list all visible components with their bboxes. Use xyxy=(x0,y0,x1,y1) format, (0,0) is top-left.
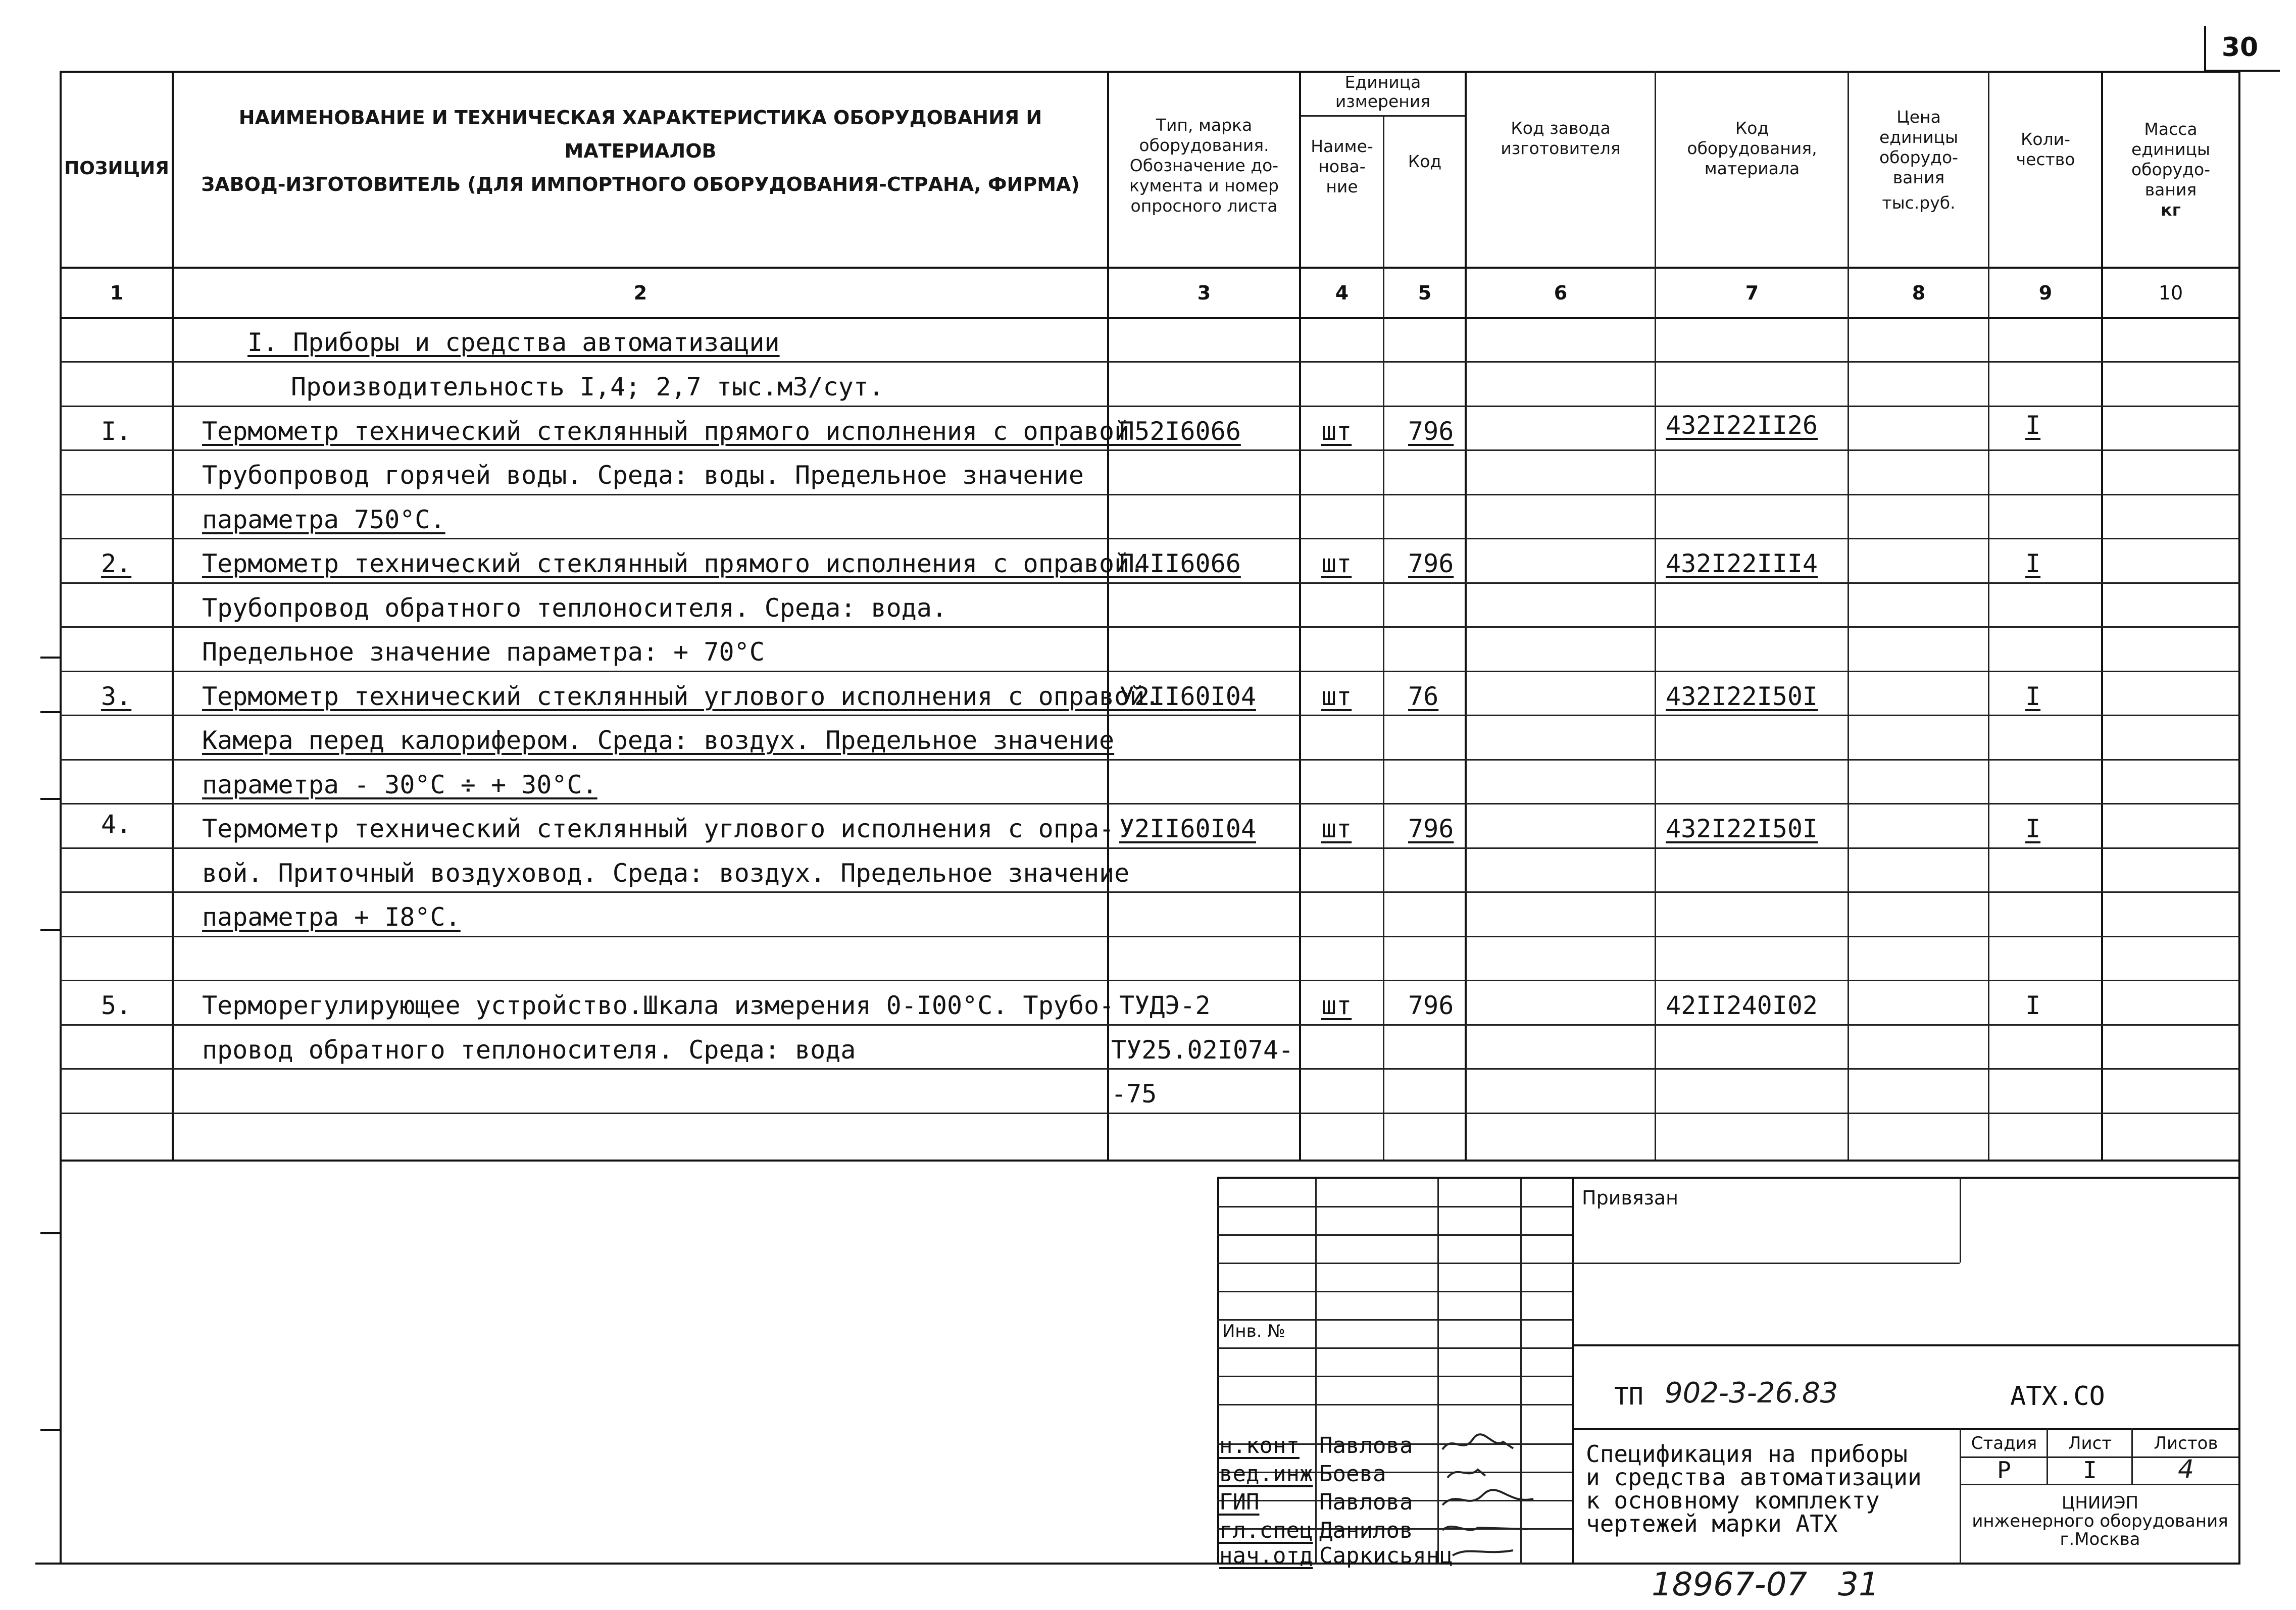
organization: ЦНИИЭП инженерного оборудования г.Москва xyxy=(1972,1493,2228,1549)
header-name xyxy=(174,101,1107,201)
header-name-line3: ЗАВОД-ИЗГОТОВИТЕЛЬ (ДЛЯ ИМПОРТНОГО ОБОРУДОВАНИЯ-СТРАНА, ФИРМА) xyxy=(201,173,1080,195)
sheets-label: Листов xyxy=(2154,1433,2218,1453)
doc-prefix: ТП xyxy=(1614,1382,1643,1411)
column-number: 9 xyxy=(2038,282,2053,304)
archive-number: 18967-07 31 xyxy=(1652,1566,1879,1603)
header-unit-code: Код xyxy=(1408,152,1442,171)
header-mass: Масса единицы оборудо- вания кг xyxy=(2131,119,2211,220)
row-name: Предельное значение параметра: + 70°С xyxy=(202,637,765,667)
column-number: 1 xyxy=(110,282,124,304)
row-name: Камера перед калорифером. Среда: воздух. Предельное значение xyxy=(202,726,1115,755)
signature-name: Павлова xyxy=(1319,1433,1413,1458)
header-unit-group: Единица измерения xyxy=(1335,72,1431,111)
column-number: 5 xyxy=(1418,282,1432,304)
stage-label: Стадия xyxy=(1971,1433,2037,1453)
row-unit: шт xyxy=(1321,682,1352,711)
section-title: I. Приборы и средства автоматизации xyxy=(247,328,780,357)
column-number: 4 xyxy=(1335,282,1349,304)
row-type: ТУ25.02I074- xyxy=(1111,1035,1294,1065)
signature-role: ГИП xyxy=(1219,1489,1260,1515)
row-name: Трубопровод обратного теплоносителя. Среда: вода. xyxy=(202,593,947,623)
row-equipment-code: 432I22I50I xyxy=(1666,682,1818,711)
row-name: Термометр технический стеклянный прямого исполнения с оправой. xyxy=(202,549,1145,578)
drawing-mark: АТХ.СО xyxy=(2010,1381,2105,1412)
row-name: параметра + I8°С. xyxy=(202,902,461,932)
row-position: 2. xyxy=(101,549,132,578)
row-name: провод обратного теплоносителя. Среда: вода xyxy=(202,1035,856,1065)
row-name: вой. Приточный воздуховод. Среда: воздух. Предельное значение xyxy=(202,859,1130,888)
signature-role: н.конт xyxy=(1219,1433,1300,1458)
row-name: Термометр технический стеклянный прямого исполнения с оправой xyxy=(202,417,1130,446)
row-quantity: I xyxy=(2025,991,2041,1020)
column-number: 6 xyxy=(1554,282,1568,304)
header-quantity: Коли- чество xyxy=(2016,129,2075,169)
header-price: Цена единицы оборудо- вания тыс.руб. xyxy=(1879,107,1959,213)
column-number: 10 xyxy=(2158,282,2183,304)
signature-role: вед.инж xyxy=(1219,1461,1313,1487)
row-code: 76 xyxy=(1408,682,1439,711)
drawing-description: Спецификация на приборы и средства автоматизации к основному комплекту чертежей марки АТХ xyxy=(1586,1440,1922,1537)
row-unit: шт xyxy=(1321,814,1352,843)
handwritten-signatures xyxy=(1437,1429,1554,1561)
sheet-number: 30 xyxy=(2221,32,2259,63)
row-equipment-code: 432I22III4 xyxy=(1666,549,1818,578)
row-quantity: I xyxy=(2025,411,2041,440)
row-code: 796 xyxy=(1408,549,1454,578)
row-position: 5. xyxy=(101,991,132,1020)
signature-name: Данилов xyxy=(1319,1518,1413,1543)
section-subtitle: Производительность I,4; 2,7 тыс.м3/сут. xyxy=(291,372,884,401)
stage-value: Р xyxy=(1997,1456,2011,1484)
header-position: ПОЗИЦИЯ xyxy=(64,158,169,179)
sheets-value: 4 xyxy=(2178,1454,2194,1484)
sheet-value: I xyxy=(2083,1456,2097,1484)
row-equipment-code: 42II240I02 xyxy=(1666,991,1818,1020)
row-type: П4II6066 xyxy=(1119,549,1241,578)
header-name-line1: НАИМЕНОВАНИЕ И ТЕХНИЧЕСКАЯ ХАРАКТЕРИСТИКА ОБОРУДОВАНИЯ И xyxy=(238,107,1042,129)
row-type: ТУДЭ-2 xyxy=(1119,991,1211,1020)
row-position: 4. xyxy=(101,810,132,839)
sheet-label: Лист xyxy=(2068,1433,2112,1453)
row-code: 796 xyxy=(1408,814,1454,843)
row-code: 796 xyxy=(1408,991,1454,1020)
row-type: П52I6066 xyxy=(1119,417,1241,446)
attached-label: Привязан xyxy=(1582,1187,1678,1209)
row-type: У2II60I04 xyxy=(1119,682,1256,711)
row-name: Термометр технический стеклянный углового исполнения с опра- xyxy=(202,814,1115,843)
row-name: Термометр технический стеклянный углового исполнения с оправой. xyxy=(202,682,1160,711)
row-quantity: I xyxy=(2025,549,2041,578)
column-number: 3 xyxy=(1197,282,1211,304)
header-type: Тип, марка оборудования. Обозначение до- кумента и номер опросного листа xyxy=(1129,115,1279,216)
column-number: 8 xyxy=(1912,282,1926,304)
row-unit: шт xyxy=(1321,549,1352,578)
row-position: 3. xyxy=(101,682,132,711)
header-unit-name: Наиме- нова- ние xyxy=(1311,136,1373,196)
column-number: 7 xyxy=(1745,282,1759,304)
signature-role: гл.спец xyxy=(1219,1518,1313,1543)
signature-name: Боева xyxy=(1319,1461,1386,1487)
row-type: -75 xyxy=(1111,1079,1157,1109)
row-quantity: I xyxy=(2025,682,2041,711)
inventory-number-label: Инв. № xyxy=(1222,1321,1285,1341)
row-name: Трубопровод горячей воды. Среда: воды. Предельное значение xyxy=(202,461,1084,490)
row-quantity: I xyxy=(2025,814,2041,843)
doc-number: 902-3-26.83 xyxy=(1665,1377,1838,1410)
row-position: I. xyxy=(101,417,132,446)
header-name-line2: МАТЕРИАЛОВ xyxy=(564,140,717,162)
column-number: 2 xyxy=(633,282,647,304)
signature-name: Павлова xyxy=(1319,1489,1413,1515)
header-factory-code: Код завода изготовителя xyxy=(1501,118,1621,158)
signature-name: Саркисьянц xyxy=(1319,1543,1453,1569)
row-name: Терморегулирующее устройство.Шкала измерения 0-I00°С. Трубо- xyxy=(202,991,1115,1020)
row-unit: шт xyxy=(1321,417,1352,446)
header-equipment-code: Код оборудования, материала xyxy=(1687,118,1817,178)
row-name: параметра 750°С. xyxy=(202,505,445,534)
row-equipment-code: 432I22I50I xyxy=(1666,814,1818,843)
row-unit: шт xyxy=(1321,991,1352,1020)
signature-role: нач.отд xyxy=(1219,1543,1313,1569)
row-equipment-code: 432I22II26 xyxy=(1666,411,1818,440)
row-code: 796 xyxy=(1408,417,1454,446)
row-type: У2II60I04 xyxy=(1119,814,1256,843)
row-name: параметра - 30°С ÷ + 30°С. xyxy=(202,770,597,799)
